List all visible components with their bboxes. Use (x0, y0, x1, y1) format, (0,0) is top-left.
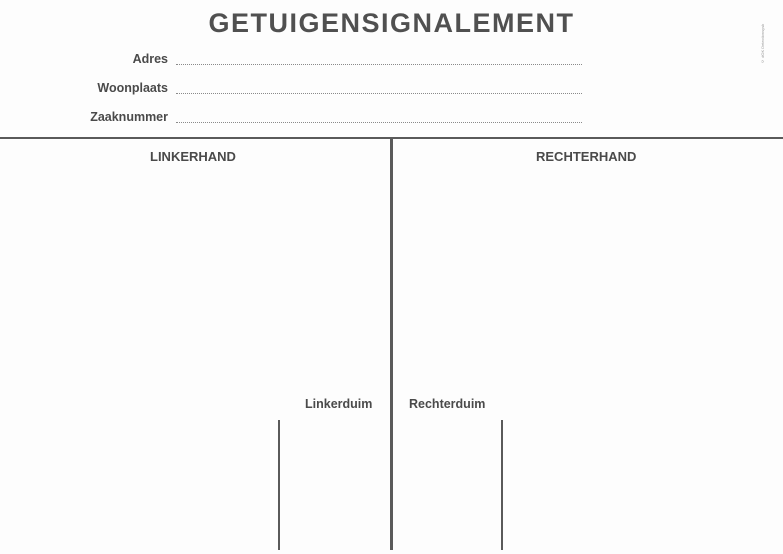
right-thumb-heading: Rechterduim (409, 397, 486, 411)
left-hand-heading: LINKERHAND (150, 149, 236, 164)
right-hand-heading: RECHTERHAND (536, 149, 637, 164)
address-field[interactable] (0, 52, 600, 72)
left-thumb-divider (278, 420, 280, 550)
right-thumb-divider (501, 420, 503, 550)
address-label: Adres (132, 52, 168, 66)
address-input-line[interactable] (176, 64, 582, 65)
case-number-input-line[interactable] (176, 122, 582, 123)
copyright-notice: © dOK Detectionsysk (760, 23, 765, 64)
center-divider (390, 138, 393, 550)
case-number-field[interactable] (0, 110, 600, 130)
left-thumb-heading: Linkerduim (305, 397, 373, 411)
case-number-label: Zaaknummer (90, 110, 168, 124)
residence-input-line[interactable] (176, 93, 582, 94)
residence-field[interactable] (0, 81, 600, 101)
form-title: GETUIGENSIGNALEMENT (208, 8, 575, 38)
residence-label: Woonplaats (97, 81, 168, 95)
